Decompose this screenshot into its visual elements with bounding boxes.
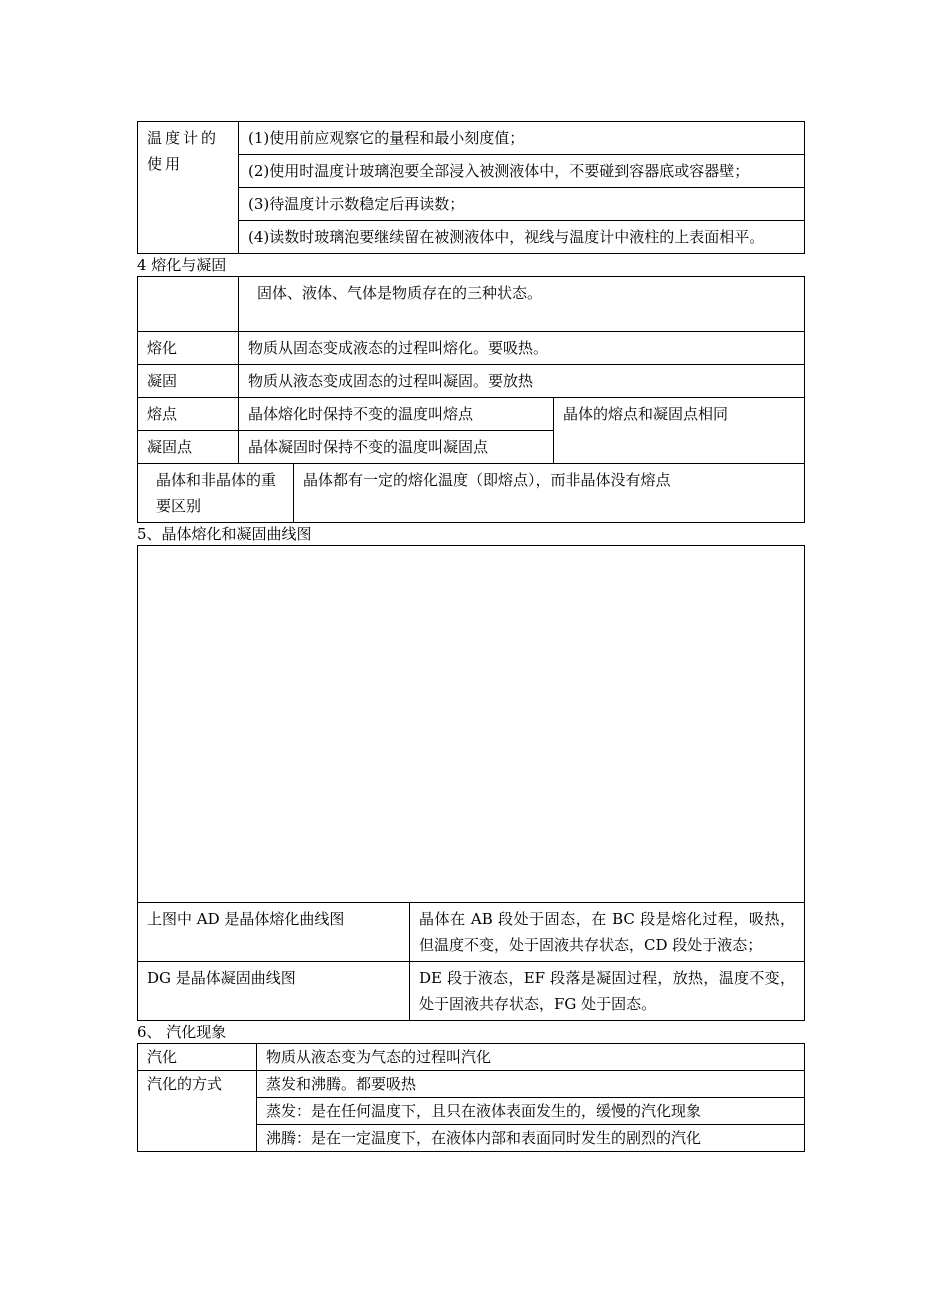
curve-diagram-area	[138, 546, 805, 903]
thermometer-rule-2: (2)使用时温度计玻璃泡要全部浸入被测液体中，不要碰到容器底或容器壁；	[239, 155, 805, 188]
section6-title: 6、 汽化现象	[137, 1023, 227, 1041]
thermometer-table	[137, 121, 805, 254]
same-point-note: 晶体的熔点和凝固点相同	[554, 398, 805, 464]
section4-title: 4 熔化与凝固	[137, 256, 227, 274]
freezing-point-text: 晶体凝固时保持不变的温度叫凝固点	[239, 431, 554, 464]
melting-curve-label: 上图中 AD 是晶体熔化曲线图	[138, 903, 410, 962]
freezing-label: 凝固	[138, 365, 239, 398]
freezing-text: 物质从液态变成固态的过程叫凝固。要放热	[239, 365, 805, 398]
states-intro: 固体、液体、气体是物质存在的三种状态。	[239, 277, 805, 332]
curve-table	[137, 545, 805, 1021]
thermometer-rule-1: (1)使用前应观察它的量程和最小刻度值；	[239, 122, 805, 155]
melting-label: 熔化	[138, 332, 239, 365]
freezing-curve-description: DE 段于液态，EF 段落是凝固过程，放热，温度不变，处于固液共存状态，FG 处于固态。	[410, 962, 805, 1021]
thermometer-label: 温度计的使用	[138, 122, 239, 254]
thermometer-rule-3: (3)待温度计示数稳定后再读数；	[239, 188, 805, 221]
vaporization-text: 物质从液态变为气态的过程叫汽化	[257, 1044, 805, 1071]
methods-label: 汽化的方式	[138, 1071, 257, 1152]
intro-blank-cell	[138, 277, 239, 332]
freezing-curve-label: DG 是晶体凝固曲线图	[138, 962, 410, 1021]
melting-curve-description: 晶体在 AB 段处于固态，在 BC 段是熔化过程，吸热，但温度不变，处于固液共存状态，CD 段处于液态；	[410, 903, 805, 962]
freezing-point-label: 凝固点	[138, 431, 239, 464]
methods-line-3: 沸腾：是在一定温度下，在液体内部和表面同时发生的剧烈的汽化	[257, 1125, 805, 1152]
document-page	[137, 121, 805, 1152]
methods-line-2: 蒸发：是在任何温度下，且只在液体表面发生的，缓慢的汽化现象	[257, 1098, 805, 1125]
vaporization-table	[137, 1043, 805, 1152]
melting-point-label: 熔点	[138, 398, 239, 431]
melting-text: 物质从固态变成液态的过程叫熔化。要吸热。	[239, 332, 805, 365]
difference-text: 晶体都有一定的熔化温度（即熔点），而非晶体没有熔点	[294, 464, 805, 523]
methods-line-1: 蒸发和沸腾。都要吸热	[257, 1071, 805, 1098]
thermometer-rule-4: (4)读数时玻璃泡要继续留在被测液体中，视线与温度计中液柱的上表面相平。	[239, 221, 805, 254]
section5-title: 5、晶体熔化和凝固曲线图	[137, 525, 312, 543]
difference-label: 晶体和非晶体的重要区别	[138, 464, 294, 523]
melting-freezing-table	[137, 276, 805, 523]
vaporization-label: 汽化	[138, 1044, 257, 1071]
melting-point-text: 晶体熔化时保持不变的温度叫熔点	[239, 398, 554, 431]
